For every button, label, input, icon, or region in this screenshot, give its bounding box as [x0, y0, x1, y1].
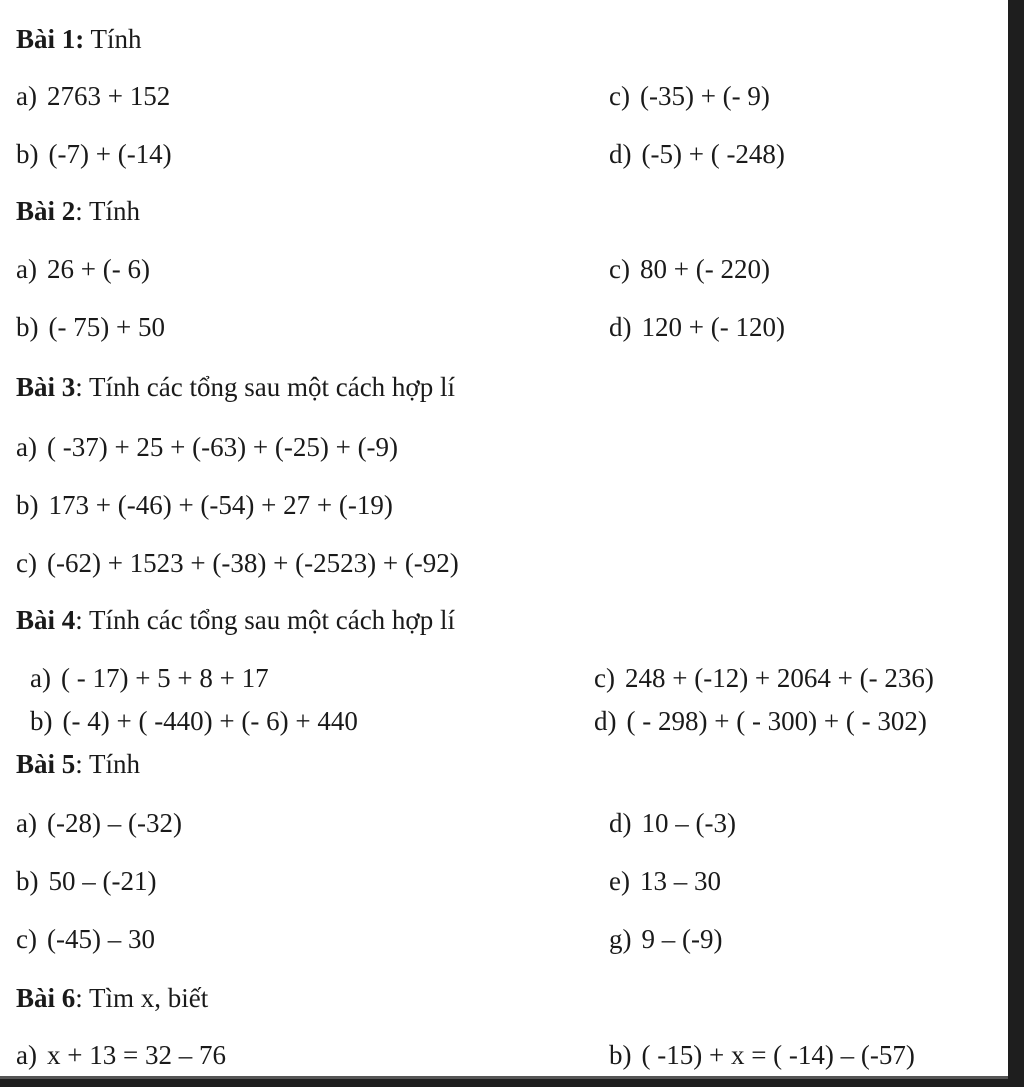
item-expression: 80 + (- 220)	[639, 254, 770, 284]
exercise-item	[609, 139, 785, 169]
item-letter: d)	[609, 312, 632, 342]
item-letter: a)	[30, 663, 51, 693]
item-letter: e)	[609, 866, 630, 896]
exercise-label: Bài 2	[16, 196, 76, 226]
exercise-item	[609, 808, 736, 838]
exercise-instruction: : Tính	[75, 196, 141, 226]
item-letter: c)	[594, 663, 615, 693]
item-expression: (-5) + ( -248)	[641, 139, 785, 169]
item-letter: b)	[30, 706, 53, 736]
item-expression: (-7) + (-14)	[48, 139, 172, 169]
exercise-instruction: : Tính	[75, 749, 141, 779]
item-expression: 248 + (-12) + 2064 + (- 236)	[624, 663, 934, 693]
exercise-item	[16, 254, 150, 284]
item-letter: c)	[16, 924, 37, 954]
exercise-4-heading	[16, 605, 455, 635]
exercise-label: Bài 1:	[16, 24, 85, 54]
item-letter: c)	[609, 254, 630, 284]
item-letter: a)	[16, 254, 37, 284]
exercise-6-heading	[16, 983, 208, 1013]
exercise-item	[609, 924, 722, 954]
item-expression: (-35) + (- 9)	[639, 81, 770, 111]
item-expression: (-45) – 30	[46, 924, 155, 954]
item-letter: g)	[609, 924, 632, 954]
item-letter: a)	[16, 808, 37, 838]
exercise-1-heading	[16, 24, 142, 54]
item-expression: 10 – (-3)	[641, 808, 736, 838]
item-letter: a)	[16, 432, 37, 462]
item-letter: a)	[16, 1040, 37, 1070]
item-expression: (-28) – (-32)	[46, 808, 182, 838]
exercise-item	[16, 1040, 226, 1070]
exercise-item	[609, 81, 770, 111]
exercise-item	[16, 548, 459, 578]
exercise-item	[16, 924, 155, 954]
exercise-item	[594, 706, 927, 736]
item-expression: 120 + (- 120)	[641, 312, 785, 342]
exercise-3-heading	[16, 372, 455, 402]
item-letter: c)	[16, 548, 37, 578]
exercise-item	[30, 706, 358, 736]
exercise-item	[16, 866, 156, 896]
exercise-item	[16, 490, 393, 520]
item-expression: 2763 + 152	[46, 81, 171, 111]
exercise-item	[16, 808, 182, 838]
item-expression: 173 + (-46) + (-54) + 27 + (-19)	[48, 490, 393, 520]
item-letter: b)	[16, 312, 39, 342]
exercise-item	[609, 254, 770, 284]
item-letter: d)	[609, 808, 632, 838]
item-expression: ( -15) + x = ( -14) – (-57)	[641, 1040, 915, 1070]
item-letter: b)	[16, 866, 39, 896]
exercise-item	[30, 663, 269, 693]
exercise-instruction: : Tính các tổng sau một cách hợp lí	[75, 372, 455, 402]
exercise-label: Bài 6	[16, 983, 76, 1013]
exercise-item	[609, 1040, 915, 1070]
item-expression: (- 4) + ( -440) + (- 6) + 440	[62, 706, 358, 736]
exercise-instruction: Tính	[90, 24, 142, 54]
exercise-instruction: : Tìm x, biết	[75, 983, 209, 1013]
exercise-5-heading	[16, 749, 140, 779]
item-letter: b)	[16, 490, 39, 520]
exercise-item	[594, 663, 934, 693]
item-letter: c)	[609, 81, 630, 111]
item-letter: a)	[16, 81, 37, 111]
item-letter: d)	[609, 139, 632, 169]
item-letter: d)	[594, 706, 617, 736]
item-expression: (- 75) + 50	[48, 312, 165, 342]
item-expression: 26 + (- 6)	[46, 254, 150, 284]
exercise-instruction: : Tính các tổng sau một cách hợp lí	[75, 605, 455, 635]
item-expression: x + 13 = 32 – 76	[46, 1040, 226, 1070]
exercise-item	[609, 866, 721, 896]
exercise-label: Bài 4	[16, 605, 76, 635]
item-letter: b)	[16, 139, 39, 169]
item-expression: (-62) + 1523 + (-38) + (-2523) + (-92)	[46, 548, 459, 578]
item-expression: 13 – 30	[639, 866, 721, 896]
exercise-item	[16, 139, 172, 169]
item-expression: 50 – (-21)	[48, 866, 157, 896]
exercise-item	[16, 81, 170, 111]
exercise-item	[609, 312, 785, 342]
exercise-item	[16, 312, 165, 342]
exercise-label: Bài 5	[16, 749, 76, 779]
exercise-2-heading	[16, 196, 140, 226]
item-expression: 9 – (-9)	[641, 924, 723, 954]
item-expression: ( - 298) + ( - 300) + ( - 302)	[626, 706, 927, 736]
item-expression: ( - 17) + 5 + 8 + 17	[60, 663, 269, 693]
exercise-item	[16, 432, 398, 462]
item-letter: b)	[609, 1040, 632, 1070]
exercise-label: Bài 3	[16, 372, 76, 402]
item-expression: ( -37) + 25 + (-63) + (-25) + (-9)	[46, 432, 399, 462]
